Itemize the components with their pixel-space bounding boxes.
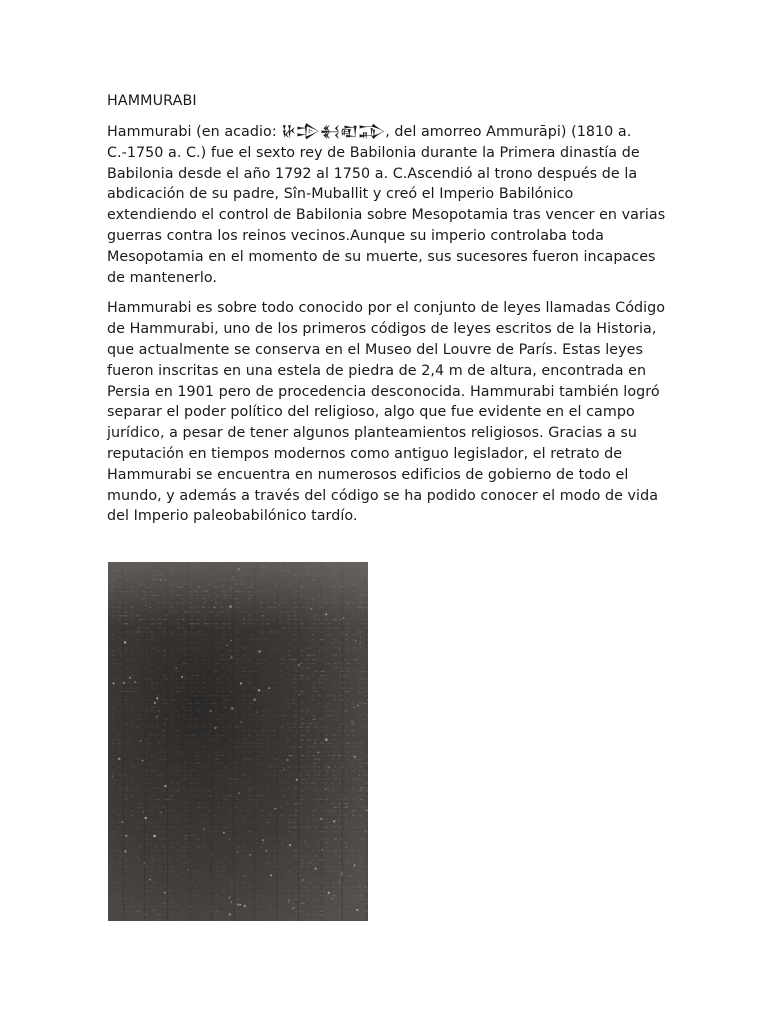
document-title: HAMMURABI <box>107 93 197 109</box>
paragraph-intro: Hammurabi (en acadio: 𒄩𒄠𒈬𒊏𒁉, del amorreo Ammurāpi) (1810 a. C.-1750 a. C.) fue el sexto rey de Babilonia durante la Primera dinastía de Babilonia desde el año 1792 al 1750 a. C.Ascendió al trono después de la abdicación de su padre, Sîn-Muballit y creó el Imperio Babilónico extendiendo el control de Babilonia sobre Mesopotamia tras vencer en varias guerras contra los reinos vecinos.Aunque su imperio controlaba toda Mesopotamia en el momento de su muerte, sus sucesores fueron incapaces de mantenerlo. <box>107 124 666 286</box>
stela-photo <box>108 562 368 921</box>
paragraph-code: Hammurabi es sobre todo conocido por el conjunto de leyes llamadas Código de Hammurabi, uno de los primeros códigos de leyes escritos de la Historia, que actualmente se conserva en el Museo del Louvre de París. Estas leyes fueron inscritas en una estela de piedra de 2,4 m de altura, encontrada en Persia en 1901 pero de procedencia desconocida. Hammurabi también logró separar el poder político del religioso, algo que fue evidente en el campo jurídico, a pesar de tener algunos planteamientos religiosos. Gracias a su reputación en tiempos modernos como antiguo legislador, el retrato de Hammurabi se encuentra en numerosos edificios de gobierno de todo el mundo, y además a través del código se ha podido conocer el modo de vida del Imperio paleobabilónico tardío. <box>107 300 666 525</box>
document-body <box>107 92 667 537</box>
stela-image <box>108 562 368 921</box>
